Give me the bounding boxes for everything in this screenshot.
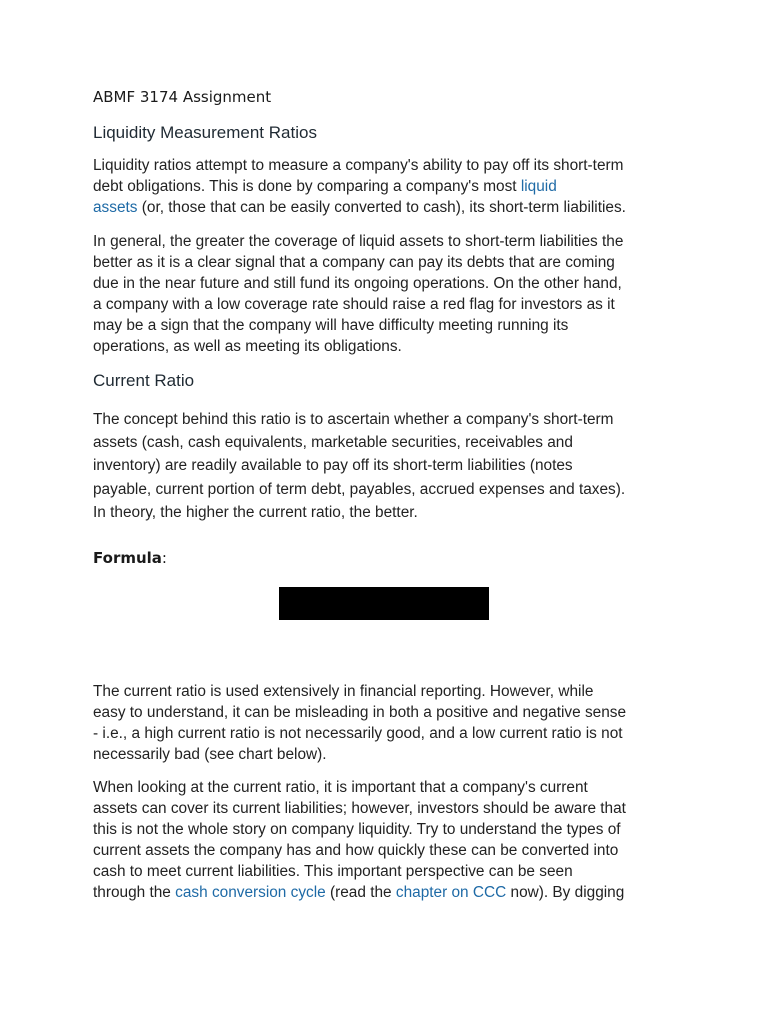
paragraph-current-ratio-concept bbox=[93, 408, 683, 524]
paragraph-line: due in the near future and still fund its ongoing operations. On the other hand, bbox=[93, 275, 622, 292]
paragraph-liquidity-coverage bbox=[93, 231, 683, 357]
paragraph-line: current assets the company has and how quickly these can be converted into bbox=[93, 842, 619, 859]
paragraph-line: operations, as well as meeting its obligations. bbox=[93, 338, 402, 355]
paragraph-line: payable, current portion of term debt, payables, accrued expenses and taxes). bbox=[93, 480, 626, 498]
paragraph-line: a company with a low coverage rate should raise a red flag for investors as it bbox=[93, 296, 615, 313]
text-span: (or, those that can be easily converted to cash), its short-term liabilities. bbox=[137, 199, 626, 216]
link-chapter-on-ccc[interactable]: chapter on CCC bbox=[395, 884, 507, 901]
paragraph-line: The concept behind this ratio is to ascertain whether a company's short-term bbox=[93, 411, 614, 428]
formula-colon: : bbox=[161, 549, 167, 567]
document-title: ABMF 3174 Assignment bbox=[93, 88, 272, 106]
formula-image bbox=[279, 587, 489, 620]
paragraph-line: necessarily bad (see chart below). bbox=[93, 746, 327, 763]
paragraph-current-ratio-usage bbox=[93, 681, 683, 765]
paragraph-line bbox=[93, 882, 683, 903]
paragraph-current-ratio-perspective bbox=[93, 777, 683, 903]
paragraph-line: In general, the greater the coverage of liquid assets to short-term liabilities the bbox=[93, 233, 624, 250]
link-liquid-assets[interactable]: liquid bbox=[520, 178, 557, 195]
paragraph-line: cash to meet current liabilities. This important perspective can be seen bbox=[93, 863, 573, 880]
text-span: now). By digging bbox=[506, 884, 625, 901]
text-span: debt obligations. This is done by comparing a company's most bbox=[93, 178, 521, 195]
paragraph-line: In theory, the higher the current ratio, the better. bbox=[93, 503, 418, 521]
paragraph-line: assets (cash, cash equivalents, marketable securities, receivables and bbox=[93, 434, 573, 452]
paragraph-liquidity-intro bbox=[93, 155, 683, 218]
paragraph-line: assets can cover its current liabilities; however, investors should be aware that bbox=[93, 800, 626, 817]
paragraph-line: this is not the whole story on company liquidity. Try to understand the types of bbox=[93, 821, 621, 838]
heading-current-ratio: Current Ratio bbox=[93, 371, 195, 390]
paragraph-line bbox=[93, 197, 683, 218]
formula-label bbox=[93, 549, 167, 567]
formula-label-text: Formula bbox=[93, 549, 162, 567]
paragraph-line bbox=[93, 176, 683, 197]
link-cash-conversion-cycle[interactable]: cash conversion cycle bbox=[175, 884, 326, 901]
paragraph-line: easy to understand, it can be misleading in both a positive and negative sense bbox=[93, 704, 627, 721]
paragraph-line: inventory) are readily available to pay off its short-term liabilities (notes bbox=[93, 457, 573, 475]
paragraph-line: When looking at the current ratio, it is important that a company's current bbox=[93, 779, 588, 796]
link-liquid-assets-cont[interactable]: assets bbox=[93, 199, 138, 216]
text-span: through the bbox=[93, 884, 176, 901]
paragraph-line: - i.e., a high current ratio is not necessarily good, and a low current ratio is not bbox=[93, 725, 623, 742]
paragraph-line: Liquidity ratios attempt to measure a company's ability to pay off its short-term bbox=[93, 157, 624, 174]
heading-liquidity-measurement-ratios: Liquidity Measurement Ratios bbox=[93, 123, 317, 142]
text-span: (read the bbox=[325, 884, 396, 901]
paragraph-line: better as it is a clear signal that a company can pay its debts that are coming bbox=[93, 254, 615, 271]
paragraph-line: may be a sign that the company will have difficulty meeting running its bbox=[93, 317, 569, 334]
paragraph-line: The current ratio is used extensively in financial reporting. However, while bbox=[93, 683, 594, 700]
